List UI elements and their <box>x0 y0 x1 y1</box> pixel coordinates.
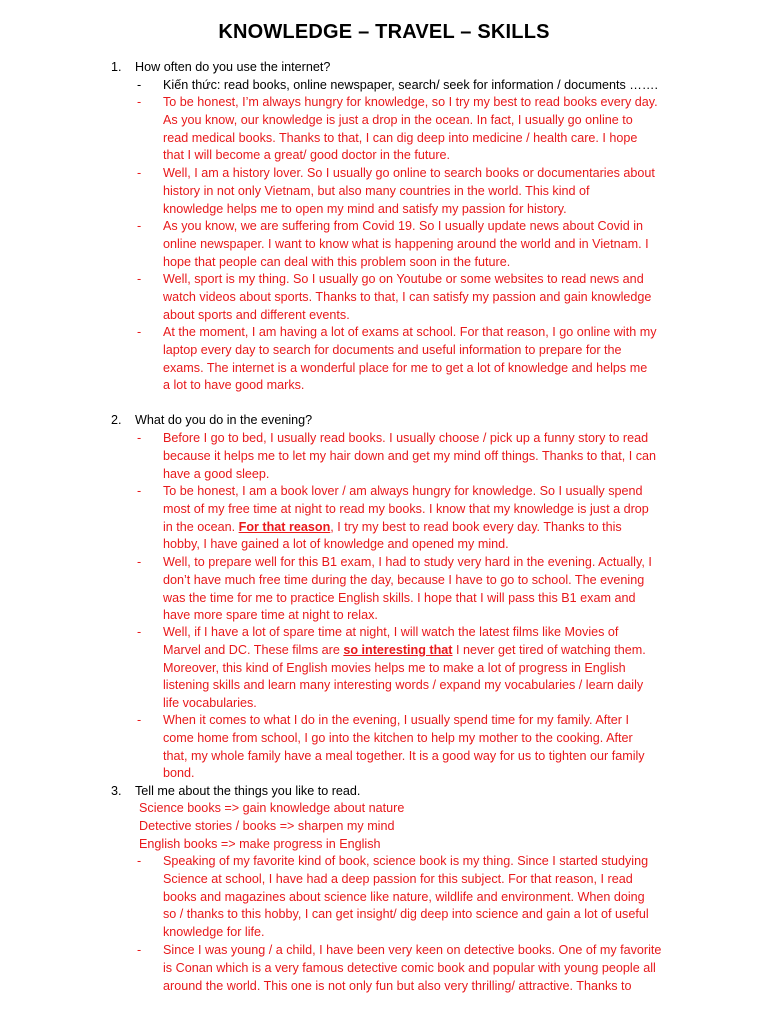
answer-text: When it comes to what I do in the evening, I usually spend time for my family. After I come home from school, I go into the kitchen to help my mother to the cooking. After that, my whole family have a meal together. It is a good way for us to tighten our family bond. <box>163 713 645 781</box>
question-2 <box>111 412 312 430</box>
note-line: Detective stories / books => sharpen my mind <box>139 818 395 833</box>
note-line: English books => make progress in English <box>139 836 381 851</box>
list-item: - Before I go to bed, I usually read books. I usually choose / pick up a funny story to read because it helps me to let my hair down and get my mind off things. Thanks to that, I can have a good sleep. <box>137 430 682 483</box>
answer-text: Speaking of my favorite kind of book, science book is my thing. Since I started studying Science at school, I have had a deep passion for this subject. For that reason, I read books and magazines about science like nature, wildlife and environment. When doing so / thanks to this hobby, I can get insight/ dig deep into science and gain a lot of useful knowledge for life. <box>163 854 649 940</box>
list-item: - Well, I am a history lover. So I usually go online to search books or documentaries about history in not only Vietnam, but also many countries in the world. This kind of knowledge helps me to open my mind and satisfy my passion for history. <box>137 165 682 218</box>
underlined-phrase: For that reason <box>238 519 331 534</box>
question-3 <box>111 783 360 801</box>
note-line: Science books => gain knowledge about nature <box>139 801 405 815</box>
answer-text: Well, if I have a lot of spare time at night, I will watch the latest films like Movies of Marvel and DC. These films are so interesting that I never get tired of watching them. Moreover, this kind of English movies helps me to make a lot of progress in English listening skills and learn many interesting words / expand my vocabularies / learn daily life vocabularies. <box>163 625 646 711</box>
question-number: 3. <box>111 784 122 798</box>
notes-list <box>139 800 699 853</box>
answer-text: At the moment, I am having a lot of exams at school. For that reason, I go online with my laptop every day to search for documents and useful information to prepare for the exams. The internet is a wonderful place for me to get a lot of knowledge and helps me a lot to have good marks. <box>163 325 657 393</box>
question-1 <box>111 59 330 77</box>
list-item: - As you know, we are suffering from Covid 19. So I usually update news about Covid in online newspaper. I want to know what is happening around the world and in Vietnam. I hope that people can deal with this problem soon in the future. <box>137 218 682 271</box>
list-item: - When it comes to what I do in the evening, I usually spend time for my family. After I come home from school, I go into the kitchen to help my mother to the cooking. After that, my whole family have a meal together. It is a good way for us to tighten our family bond. <box>137 712 682 783</box>
list-item: - To be honest, I am a book lover / am always hungry for knowledge. So I usually spend most of my free time at night to read my books. I know that my knowledge is just a drop in the ocean. For that reason, I try my best to read book every day. Thanks to this hobby, I have gained a lot of knowledge and opened my mind. <box>137 483 682 554</box>
list-item: - Well, sport is my thing. So I usually go on Youtube or some websites to read news and watch videos about sports. Thanks to that, I can satisfy my passion and gain knowledge about sports and different events. <box>137 271 682 324</box>
underlined-phrase: so interesting that <box>343 642 453 657</box>
list-item: - Since I was young / a child, I have been very keen on detective books. One of my favorite is Conan which is a very famous detective comic book and popular with young people all around the world. This one is not only fun but also very thrilling/ attractive. Thanks to <box>137 942 682 995</box>
answer-text: Well, sport is my thing. So I usually go on Youtube or some websites to read news and watch videos about sports. Thanks to that, I can satisfy my passion and gain knowledge about sports and different events. <box>163 272 652 322</box>
question-text: What do you do in the evening? <box>135 413 313 427</box>
list-item: - Kiến thức: read books, online newspaper, search/ seek for information / documents ……. <box>137 77 682 95</box>
answer-text: Since I was young / a child, I have been very keen on detective books. One of my favorite is Conan which is a very famous detective comic book and popular with young people all around the world. This one is not only fun but also very thrilling/ attractive. Thanks to <box>163 943 662 993</box>
list-item: - Well, to prepare well for this B1 exam, I had to study very hard in the evening. Actually, I don’t have much free time during the day, because I have to go to school. The evening was the time for me to practice English skills. I hope that I will pass this B1 exam and have more spare time at night to relax. <box>137 554 682 625</box>
answer-text: Kiến thức: read books, online newspaper, search/ seek for information / documents ……. <box>163 78 658 92</box>
answer-text: To be honest, I am a book lover / am always hungry for knowledge. So I usually spend most of my free time at night to read my books. I know that my knowledge is just a drop in the ocean. For that reason, I try my best to read book every day. Thanks to this hobby, I have gained a lot of knowledge and opened my mind. <box>163 484 649 552</box>
page-title: KNOWLEDGE – TRAVEL – SKILLS <box>218 21 550 43</box>
list-item: - Speaking of my favorite kind of book, science book is my thing. Since I started studying Science at school, I have had a deep passion for this subject. For that reason, I read books and magazines about science like nature, wildlife and environment. When doing so / thanks to this hobby, I can get insight/ dig deep into science and gain a lot of useful knowledge for life. <box>137 853 682 942</box>
list-item: - Well, if I have a lot of spare time at night, I will watch the latest films like Movies of Marvel and DC. These films are so interesting that I never get tired of watching them. Moreover, this kind of English movies helps me to make a lot of progress in English listening skills and learn many interesting words / expand my vocabularies / learn daily life vocabularies. <box>137 624 682 713</box>
question-number: 2. <box>111 413 122 427</box>
answer-text: Well, I am a history lover. So I usually go online to search books or documentaries about history in not only Vietnam, but also many countries in the world. This kind of knowledge helps me to open my mind and satisfy my passion for history. <box>163 166 655 216</box>
answer-text: Before I go to bed, I usually read books. I usually choose / pick up a funny story to read because it helps me to let my hair down and get my mind off things. Thanks to that, I can have a good sleep. <box>163 431 657 481</box>
answer-text: As you know, we are suffering from Covid 19. So I usually update news about Covid in online newspaper. I want to know what is happening around the world and in Vietnam. I hope that people can deal with this problem soon in the future. <box>163 219 649 269</box>
answer-text: Well, to prepare well for this B1 exam, I had to study very hard in the evening. Actually, I don’t have much free time during the day, because I have to go to school. The evening was the time for me to practice English skills. I hope that I will pass this B1 exam and have more spare time at night to relax. <box>163 555 652 623</box>
answer-text: To be honest, I’m always hungry for knowledge, so I try my best to read books every day. As you know, our knowledge is just a drop in the ocean. In fact, I usually go online to read medical books. Thanks to that, I can dig deep into medicine / health care. I hope that I will become a great/ good doctor in the future. <box>163 95 658 163</box>
question-text: Tell me about the things you like to read. <box>135 784 361 798</box>
question-number: 1. <box>111 60 122 74</box>
list-item: - At the moment, I am having a lot of exams at school. For that reason, I go online with my laptop every day to search for documents and useful information to prepare for the exams. The internet is a wonderful place for me to get a lot of knowledge and helps me a lot to have good marks. <box>137 324 682 395</box>
question-text: How often do you use the internet? <box>135 60 331 74</box>
list-item: - To be honest, I’m always hungry for knowledge, so I try my best to read books every day. As you know, our knowledge is just a drop in the ocean. In fact, I usually go online to read medical books. Thanks to that, I can dig deep into medicine / health care. I hope that I will become a great/ good doctor in the future. <box>137 94 682 165</box>
